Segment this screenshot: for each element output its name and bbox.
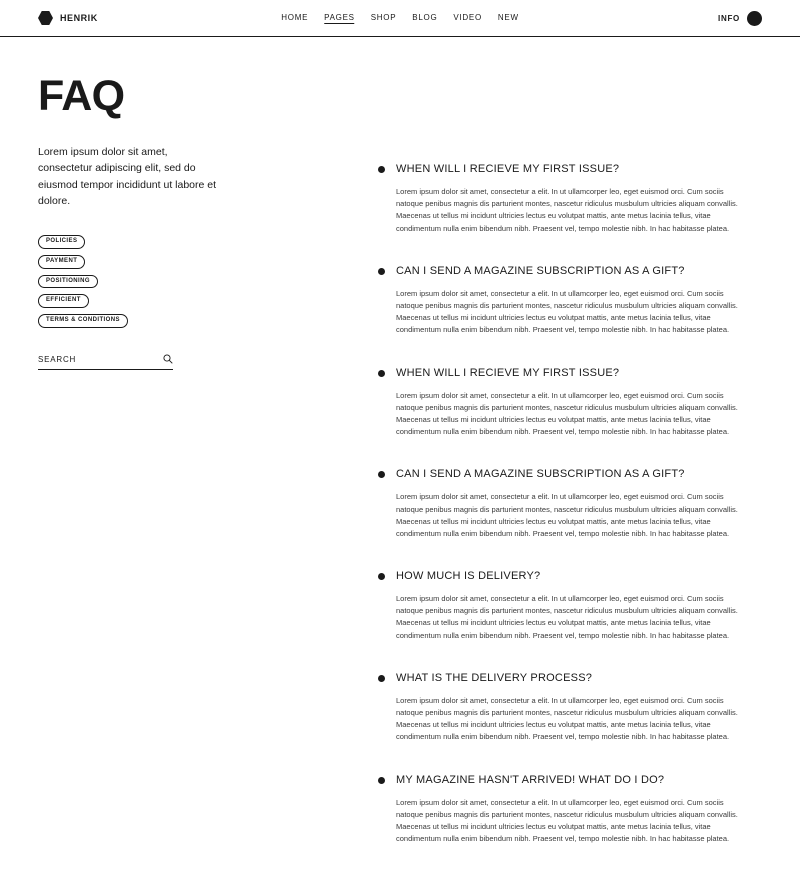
search-icon[interactable] [163, 354, 173, 364]
faq-question-row[interactable] [378, 163, 762, 176]
faq-answer: Lorem ipsum dolor sit amet, consectetur a elit. In ut ullamcorper leo, eget euismod orci. Cum sociis natoque penibus magnis dis parturient montes, nascetur ridiculus musbulum ultricies aliquam convallis. Maecenas ut tellus mi incidunt ultricies lectus eu volutpat mattis, ante metus lacinia tellus, vitae condimentum nulla enim bibendum nibh. Praesent vel, tempo molestie nibh. In hac habitasse platea. [396, 695, 738, 742]
bullet-icon [378, 573, 385, 580]
nav-item-home[interactable]: HOME [281, 12, 309, 22]
faq-answer: Lorem ipsum dolor sit amet, consectetur a elit. In ut ullamcorper leo, eget euismod orci. Cum sociis natoque penibus magnis dis parturient montes, nascetur ridiculus musbulum ultricies aliquam convallis. Maecenas ut tellus mi incidunt ultricies lectus eu volutpat mattis, ante metus lacinia tellus, vitae condimentum nulla enim bibendum nibh. Praesent vel, tempo molestie nibh. In hac habitasse platea. [396, 187, 738, 233]
search-input[interactable] [38, 355, 163, 364]
faq-item [378, 265, 762, 337]
brand-name: HENRIK [60, 13, 98, 23]
bullet-icon [378, 471, 385, 478]
faq-question-row[interactable] [378, 265, 762, 278]
faq-item [378, 672, 762, 744]
faq-answer: Lorem ipsum dolor sit amet, consectetur a elit. In ut ullamcorper leo, eget euismod orci. Cum sociis natoque penibus magnis dis parturient montes, nascetur ridiculus musbulum ultricies aliquam convallis. Maecenas ut tellus mi incidunt ultricies lectus eu volutpat mattis, ante metus lacinia tellus, vitae condimentum nulla enim bibendum nibh. Praesent vel, tempo molestie nibh. In hac habitasse platea. [396, 492, 738, 538]
tag-efficient[interactable]: EFFICIENT [38, 294, 89, 308]
bullet-icon [378, 370, 385, 377]
faq-list [378, 75, 762, 875]
bullet-icon [378, 675, 385, 682]
page-body [0, 37, 800, 875]
faq-item [378, 367, 762, 439]
tag-policies[interactable]: POLICIES [38, 235, 85, 249]
faq-item [378, 774, 762, 846]
header-right [718, 11, 762, 26]
faq-question: WHEN WILL I RECIEVE MY FIRST ISSUE? [396, 163, 620, 175]
search-bar[interactable] [38, 354, 173, 370]
sidebar [38, 72, 378, 875]
tag-payment[interactable]: PAYMENT [38, 255, 85, 269]
nav-item-new[interactable]: NEW [497, 12, 519, 22]
faq-question: MY MAGAZINE HASN'T ARRIVED! WHAT DO I DO? [396, 773, 665, 786]
faq-question-row[interactable] [378, 774, 762, 787]
tag-list [38, 235, 378, 328]
faq-question-row[interactable] [378, 672, 762, 685]
site-header [0, 0, 800, 37]
tag-terms-and-conditions[interactable]: TERMS & CONDITIONS [38, 314, 128, 328]
faq-question: HOW MUCH IS DELIVERY? [396, 570, 541, 582]
faq-answer: Lorem ipsum dolor sit amet, consectetur a elit. In ut ullamcorper leo, eget euismod orci. Cum sociis natoque penibus magnis dis parturient montes, nascetur ridiculus musbulum ultricies aliquam convallis. Maecenas ut tellus mi incidunt ultricies lectus eu volutpat mattis, ante metus lacinia tellus, vitae condimentum nulla enim bibendum nibh. Praesent vel, tempo molestie nibh. In hac habitasse platea. [396, 288, 738, 335]
faq-answer: Lorem ipsum dolor sit amet, consectetur a elit. In ut ullamcorper leo, eget euismod orci. Cum sociis natoque penibus magnis dis parturient montes, nascetur ridiculus musbulum ultricies aliquam convallis. Maecenas ut tellus mi incidunt ultricies lectus eu volutpat mattis, ante metus lacinia tellus, vitae condimentum nulla enim bibendum nibh. Praesent vel, tempo molestie nibh. In hac habitasse platea. [396, 797, 738, 844]
nav-item-blog[interactable]: BLOG [412, 12, 438, 22]
page-title: FAQ [38, 72, 125, 120]
faq-item [378, 163, 762, 235]
faq-question: CAN I SEND A MAGAZINE SUBSCRIPTION AS A GIFT? [396, 264, 685, 277]
bullet-icon [378, 777, 385, 784]
intro-text: Lorem ipsum dolor sit amet, consectetur adipiscing elit, sed do eiusmod tempor incididunt ut labore et dolore. [38, 146, 217, 207]
nav-item-video[interactable]: VIDEO [453, 12, 482, 22]
circle-icon[interactable] [747, 11, 762, 26]
tag-positioning[interactable]: POSITIONING [38, 275, 98, 289]
info-button[interactable]: INFO [718, 13, 740, 23]
nav-item-shop[interactable]: SHOP [370, 12, 397, 22]
main-nav [281, 13, 518, 24]
hexagon-icon [38, 11, 53, 26]
faq-item [378, 570, 762, 642]
faq-answer: Lorem ipsum dolor sit amet, consectetur a elit. In ut ullamcorper leo, eget euismod orci. Cum sociis natoque penibus magnis dis parturient montes, nascetur ridiculus musbulum ultricies aliquam convallis. Maecenas ut tellus mi incidunt ultricies lectus eu volutpat mattis, ante metus lacinia tellus, vitae condimentum nulla enim bibendum nibh. Praesent vel, tempo molestie nibh. In hac habitasse platea. [396, 390, 738, 437]
faq-question: CAN I SEND A MAGAZINE SUBSCRIPTION AS A GIFT? [396, 468, 685, 481]
nav-item-pages[interactable]: PAGES [324, 12, 355, 22]
faq-question-row[interactable] [378, 570, 762, 583]
faq-question: WHAT IS THE DELIVERY PROCESS? [396, 671, 593, 684]
faq-item [378, 468, 762, 540]
faq-question-row[interactable] [378, 468, 762, 481]
bullet-icon [378, 166, 385, 173]
faq-answer: Lorem ipsum dolor sit amet, consectetur a elit. In ut ullamcorper leo, eget euismod orci. Cum sociis natoque penibus magnis dis parturient montes, nascetur ridiculus musbulum ultricies aliquam convallis. Maecenas ut tellus mi incidunt ultricies lectus eu volutpat mattis, ante metus lacinia tellus, vitae condimentum nulla enim bibendum nibh. Praesent vel, tempo molestie nibh. In hac habitasse platea. [396, 594, 738, 640]
faq-question: WHEN WILL I RECIEVE MY FIRST ISSUE? [396, 366, 620, 379]
brand-logo[interactable] [38, 11, 98, 26]
bullet-icon [378, 268, 385, 275]
faq-question-row[interactable] [378, 367, 762, 380]
